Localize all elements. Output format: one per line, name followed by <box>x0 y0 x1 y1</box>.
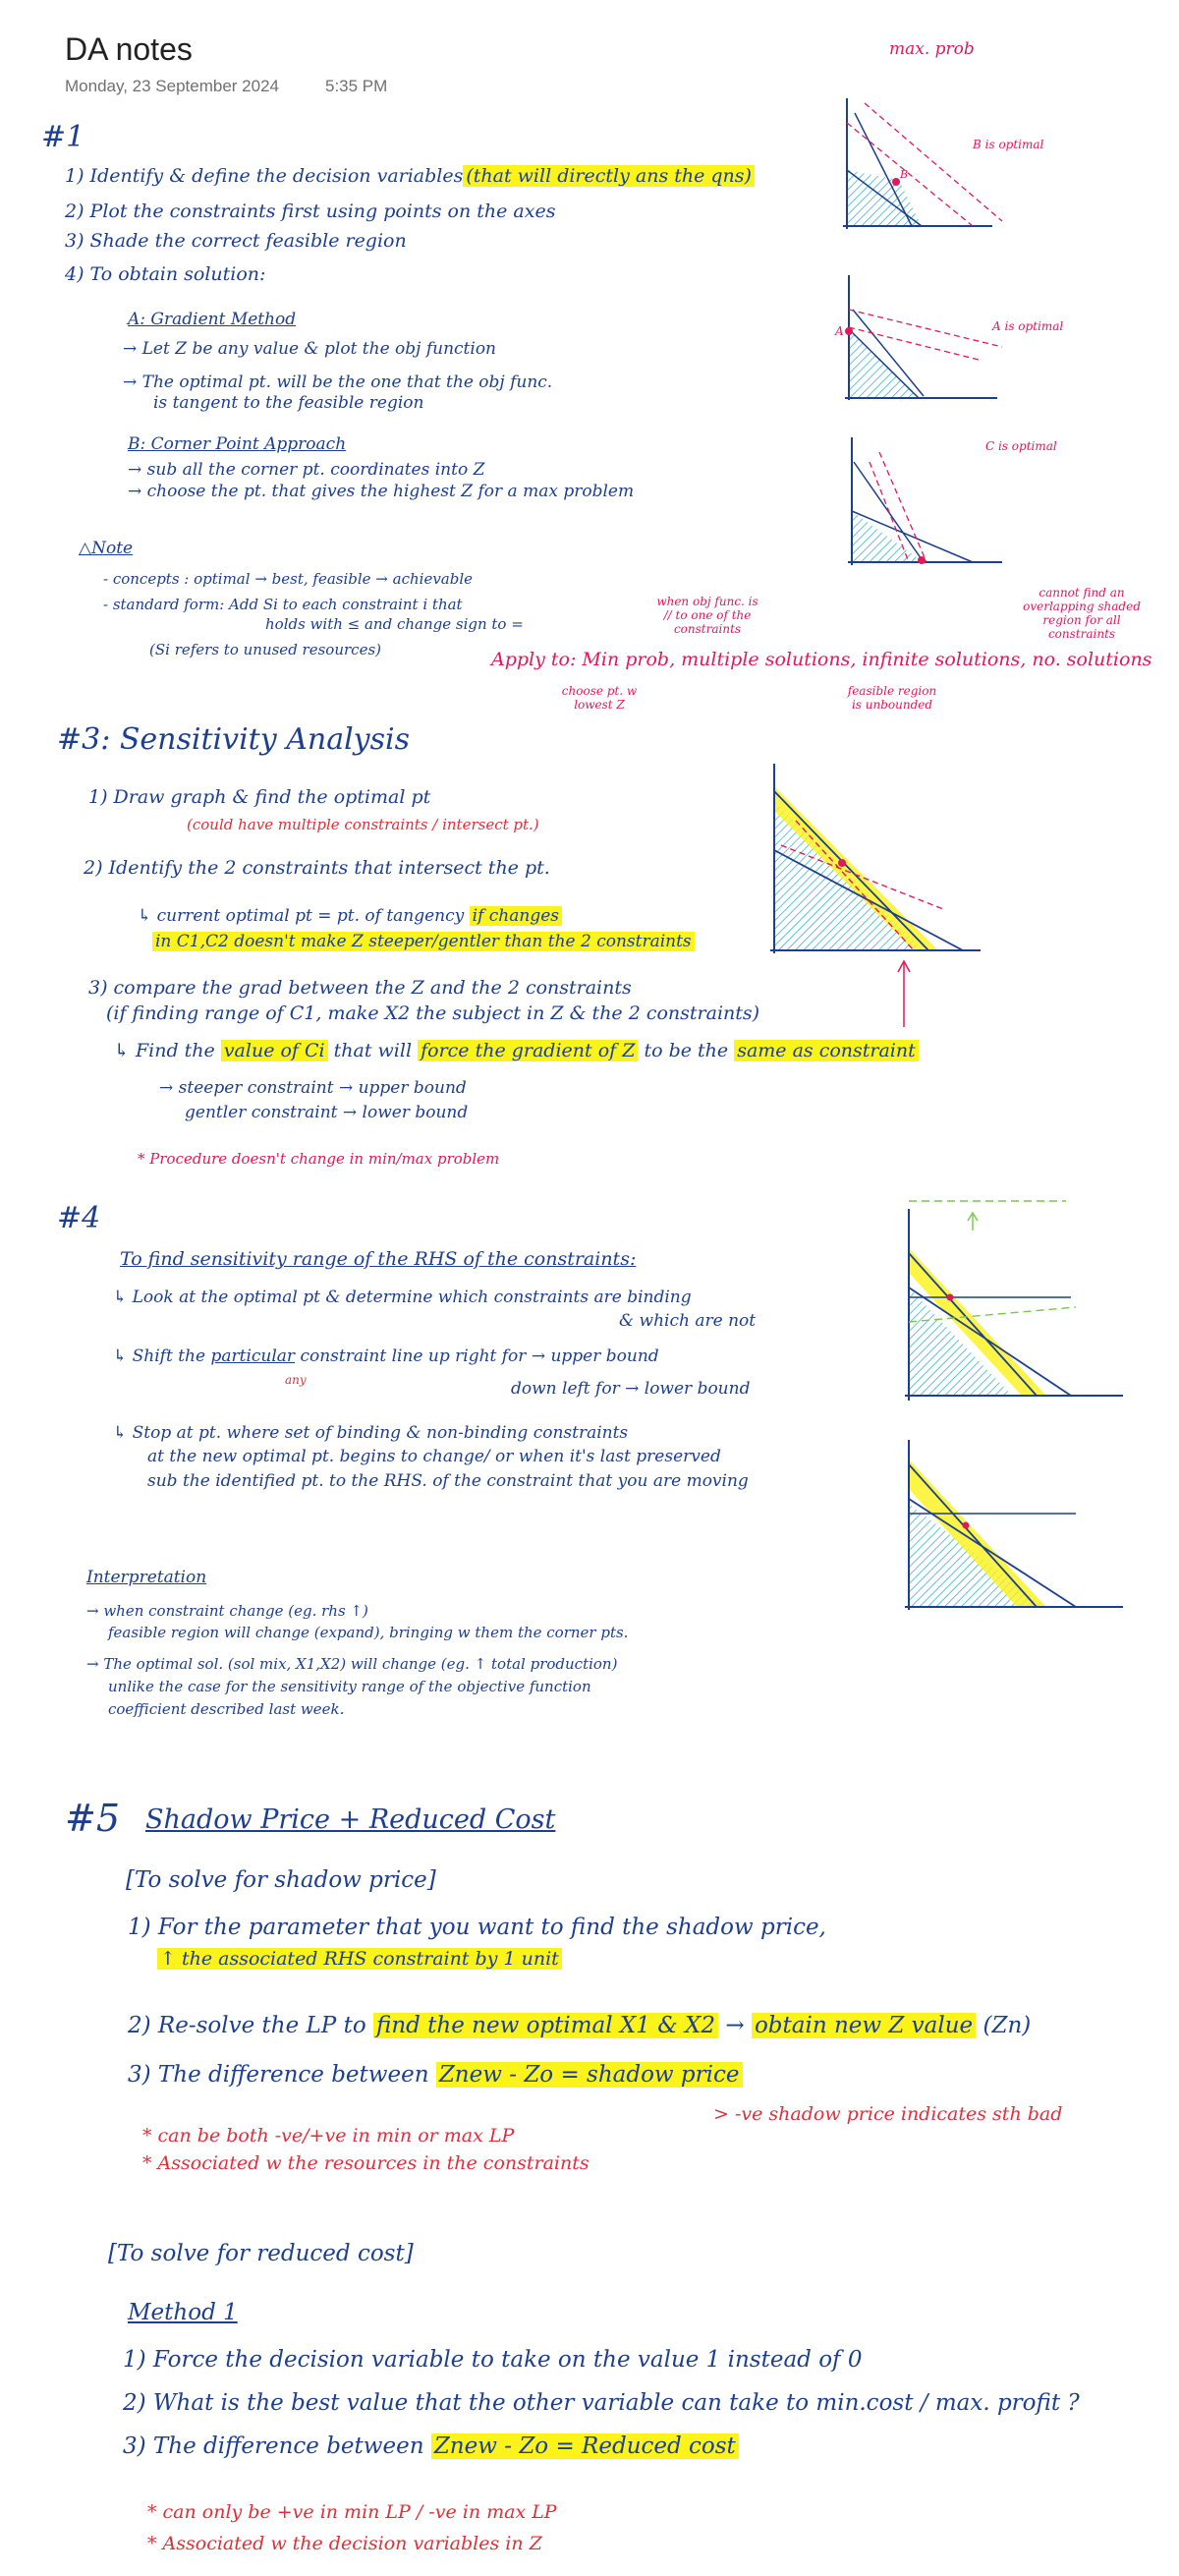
s4-line2b: down left for → lower bound <box>511 1379 751 1399</box>
interp-line2b: unlike the case for the sensitivity range of the objective function <box>108 1678 591 1695</box>
section5-heading: Shadow Price + Reduced Cost <box>145 1804 556 1835</box>
sp-step2-post: (Zn) <box>982 2013 1032 2038</box>
graph-rhs-shift <box>899 1199 1135 1405</box>
method-a-line1: → Let Z be any value & plot the obj function <box>123 339 497 359</box>
sp-step2-hl1: find the new optimal X1 & X2 <box>373 2013 718 2038</box>
sp-step2-hl2: obtain new Z value <box>752 2013 976 2038</box>
section1-heading: #1 <box>41 120 85 154</box>
rc-note1: * can only be +ve in min LP / -ve in max LP <box>147 2501 557 2523</box>
section5-heading-num: #5 <box>65 1797 121 1840</box>
optimal-point <box>838 859 846 867</box>
sp-step1-hl <box>157 1948 562 1970</box>
rc-note2: * Associated w the decision variables in Z <box>147 2533 542 2554</box>
s3-find-hl3: same as constraint <box>734 1040 919 1061</box>
s3-current-optimal-b <box>152 932 695 951</box>
optimal-point-a <box>845 327 853 335</box>
graph-b-point-label: B <box>900 168 909 181</box>
page-time: 5:35 PM <box>325 77 388 95</box>
sp-step3 <box>128 2062 743 2088</box>
s3-step3b: (if finding range of C1, make X2 the subject in Z & the 2 constraints) <box>106 1002 760 1024</box>
note-line2: - standard form: Add Si to each constraint i that <box>103 596 463 613</box>
s3-find-line <box>114 1040 919 1061</box>
s3-steeper: → steeper constraint → upper bound <box>159 1078 467 1098</box>
s3-step3: 3) compare the grad between the Z and the 2 constraints <box>88 977 632 999</box>
note-line3: (Si refers to unused resources) <box>149 641 381 658</box>
annotation-min: choose pt. w lowest Z <box>561 684 638 712</box>
s3-find-hl1: value of Ci <box>221 1040 328 1061</box>
sp-side-note: > -ve shadow price indicates sth bad <box>713 2103 1063 2125</box>
interp-line1 <box>86 1602 368 1620</box>
graph-sensitivity <box>766 762 992 963</box>
sp-note2: * Associated w the resources in the constraints <box>142 2152 590 2174</box>
rc-step1: 1) Force the decision variable to take on the value 1 instead of 0 <box>123 2347 863 2373</box>
rc-step3-pre: 3) The difference between <box>123 2433 424 2459</box>
method-a-line2b: is tangent to the feasible region <box>153 393 424 413</box>
annotation-multiple: when obj func. is // to one of the constraints <box>656 595 758 636</box>
s1-step1 <box>65 165 755 187</box>
s1-step2: 2) Plot the constraints first using points on the axes <box>65 200 556 222</box>
page-title[interactable]: DA notes <box>65 31 193 67</box>
method-b-title: B: Corner Point Approach <box>128 434 347 454</box>
graph3-label: C is optimal <box>985 439 1057 453</box>
sp-step2-arrow: → <box>725 2013 745 2038</box>
s1-step1-highlight: (that will directly ans the qns) <box>463 165 755 187</box>
optimal-point <box>947 1294 954 1301</box>
graph-c-optimal <box>840 432 1027 570</box>
rc-step2: 2) What is the best value that the other variable can take to min.cost / max. profit ? <box>123 2390 1080 2416</box>
apply-to-line: Apply to: Min prob, multiple solutions, infinite solutions, no. solutions <box>491 649 1152 670</box>
graph-a-optimal <box>835 270 1032 408</box>
note-title <box>79 539 133 558</box>
interp-line1b-a: feasible region will change (expand) <box>108 1624 380 1641</box>
s3-current-hl2: in C1,C2 doesn't make Z steeper/gentler than the 2 constraints <box>152 932 695 951</box>
rc-step3 <box>123 2433 739 2459</box>
sp-step3-hl: Znew - Zo = shadow price <box>436 2062 743 2088</box>
s4-line2 <box>113 1346 659 1366</box>
s3-current-optimal <box>138 906 562 926</box>
s3-find-pre: ↳ Find the <box>114 1040 215 1061</box>
s4-line3c: sub the identified pt. to the RHS. of the constraint that you are moving <box>147 1471 749 1491</box>
max-prob-label: max. prob <box>889 39 975 59</box>
graph2-label: A is optimal <box>992 319 1064 333</box>
page-date: Monday, 23 September 2024 <box>65 77 279 95</box>
s1-step4: 4) To obtain solution: <box>65 263 266 285</box>
sp-step2-pre: 2) Re-solve the LP to <box>128 2013 366 2038</box>
s4-line1: ↳ Look at the optimal pt & determine which constraints are binding <box>113 1288 692 1307</box>
shadow-price-title: [To solve for shadow price] <box>126 1867 436 1893</box>
optimal-point <box>963 1522 970 1529</box>
s4-subtitle: To find sensitivity range of the RHS of the constraints: <box>120 1248 637 1270</box>
s3-procedure: * Procedure doesn't change in min/max problem <box>138 1150 500 1168</box>
s4-line2-post: constraint line up right for → upper bound <box>300 1346 659 1366</box>
graph-a-point-label: A <box>835 324 844 338</box>
graph-rhs-new <box>899 1435 1135 1612</box>
s3-find-hl2: force the gradient of Z <box>418 1040 638 1061</box>
s3-step1: 1) Draw graph & find the optimal pt <box>88 786 431 808</box>
note-title-text: Note <box>91 539 134 558</box>
note-line2b: holds with ≤ and change sign to = <box>265 615 524 633</box>
s4-line1b: & which are not <box>619 1311 757 1331</box>
note-line1: - concepts : optimal → best, feasible → achievable <box>103 570 474 588</box>
s1-step1-text: 1) Identify & define the decision variables <box>65 165 464 187</box>
annotation-infinite: feasible region is unbounded <box>847 684 937 712</box>
graph-b-optimal <box>835 93 1032 236</box>
s3-find-mid: that will <box>333 1040 413 1061</box>
s4-line2-word: particular <box>210 1346 296 1366</box>
interp-line1b <box>108 1624 628 1641</box>
s4-line3: ↳ Stop at pt. where set of binding & non-binding constraints <box>113 1423 629 1443</box>
s4-line2-pre: ↳ Shift the <box>113 1346 206 1366</box>
interpretation-title: Interpretation <box>86 1568 207 1587</box>
interp-line2c: coefficient described last week. <box>108 1700 345 1718</box>
s3-find-mid2: to be the <box>644 1040 729 1061</box>
method-b-line2: → choose the pt. that gives the highest Z for a max problem <box>128 482 635 501</box>
reduced-cost-title: [To solve for reduced cost] <box>108 2241 414 2266</box>
s3-gentler: gentler constraint → lower bound <box>185 1103 469 1122</box>
sp-step2 <box>128 2013 1031 2038</box>
optimal-point-b <box>892 178 900 186</box>
triangle-icon: △ <box>79 539 92 558</box>
s1-step3: 3) Shade the correct feasible region <box>65 230 407 252</box>
method-a-line2: → The optimal pt. will be the one that the obj func. <box>123 372 553 392</box>
rc-step3-hl: Znew - Zo = Reduced cost <box>431 2433 739 2459</box>
interp-line1b-b: , bringing w them the corner pts. <box>379 1624 629 1641</box>
sp-step1-hl-text: ↑ the associated RHS constraint by 1 unit <box>157 1948 562 1970</box>
annotation-no-solution: cannot find an overlapping shaded region for all constraints <box>1023 586 1141 641</box>
s4-line3b: at the new optimal pt. begins to change/ or when it's last preserved <box>147 1447 721 1466</box>
s4-any-note: any <box>285 1373 307 1387</box>
graph1-label: B is optimal <box>973 138 1044 151</box>
s3-step2: 2) Identify the 2 constraints that intersect the pt. <box>84 857 550 879</box>
sp-step3-pre: 3) The difference between <box>128 2062 429 2088</box>
optimal-point-c <box>918 556 926 564</box>
s3-current-text: ↳ current optimal pt = pt. of tangency <box>138 906 465 926</box>
s3-step1-note: (could have multiple constraints / intersect pt.) <box>187 816 539 833</box>
section4-heading: #4 <box>57 1201 101 1235</box>
s3-current-hl1: if changes <box>470 906 562 926</box>
method1-title: Method 1 <box>128 2300 238 2325</box>
section3-heading: #3: Sensitivity Analysis <box>57 722 411 757</box>
sp-step1: 1) For the parameter that you want to find the shadow price, <box>128 1915 826 1940</box>
interp-line1-a: → when constraint change (eg. rhs ↑) <box>86 1602 368 1620</box>
interp-line2: → The optimal sol. (sol mix, X1,X2) will change (eg. ↑ total production) <box>86 1655 618 1673</box>
sp-note1: * can be both -ve/+ve in min or max LP <box>142 2125 515 2147</box>
method-a-title: A: Gradient Method <box>128 310 297 329</box>
method-b-line1: → sub all the corner pt. coordinates into Z <box>128 460 485 480</box>
